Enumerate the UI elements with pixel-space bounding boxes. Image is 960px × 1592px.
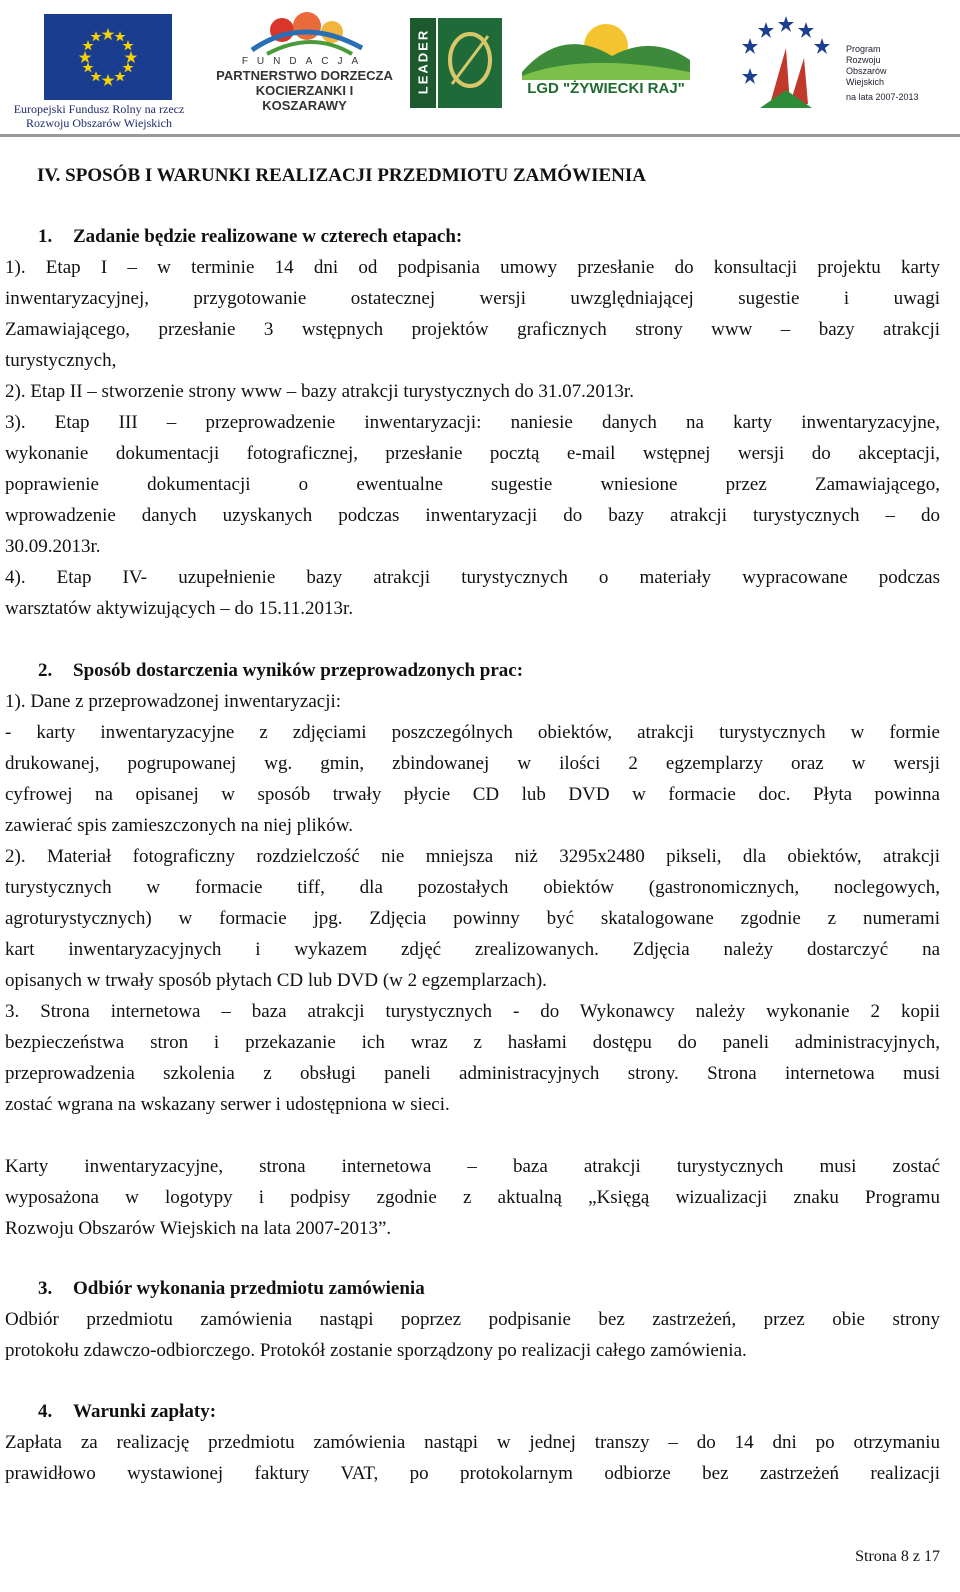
- heading-1: [5, 221, 940, 252]
- fundacja-name-line2: KOCIERZANKI I KOSZARAWY: [255, 83, 354, 113]
- paragraph-line: Zapłata za realizację przedmiotu zamówienia nastąpi w jednej transzy – do 14 dni po otrzymaniu: [5, 1432, 940, 1453]
- paragraph-line: 3). Etap III – przeprowadzenie inwentaryzacji: naniesie danych na karty inwentaryzacyjne,: [5, 412, 940, 433]
- paragraph-line: protokołu zdawczo-odbiorczego. Protokół zostanie sporządzony po realizacji całego zamówienia.: [5, 1340, 747, 1361]
- heading-2-number: 2.: [38, 660, 53, 681]
- paragraph-line: wykonanie dokumentacji fotograficznej, przesłanie pocztą e-mail wstępnej wersji do akceptacji,: [5, 443, 940, 464]
- paragraph-line: prawidłowo wystawionej faktury VAT, po protokolarnym odbiorze bez zastrzeżeń realizacji: [5, 1463, 940, 1484]
- prow-years: na lata 2007-2013: [846, 92, 919, 102]
- paragraph-line: 4). Etap IV- uzupełnienie bazy atrakcji turystycznych o materiały wypracowane podczas: [5, 567, 940, 588]
- eu-caption-line1: Europejski Fundusz Rolny na rzecz: [13, 102, 185, 116]
- lgd-zywiecki-raj-logo: [522, 16, 690, 108]
- paragraph-line: zostać wgrana na wskazany serwer i udostępniona w sieci.: [5, 1094, 450, 1115]
- fundacja-name-line1: PARTNERSTWO DORZECZA: [216, 68, 393, 83]
- mountains-icon: [522, 16, 690, 80]
- paragraph-line: 2). Materiał fotograficzny rozdzielczość nie mniejsza niż 3295x2480 pikseli, dla obiektów, atrakcji: [5, 846, 940, 867]
- heading-4: [5, 1396, 940, 1427]
- heading-4-number: 4.: [38, 1401, 53, 1422]
- prow-line4: Wiejskich: [846, 77, 885, 87]
- heading-3-number: 3.: [38, 1278, 53, 1299]
- prow-emblem-icon: [730, 8, 842, 118]
- paragraph-line: drukowanej, pogrupowanej wg. gmin, zbindowanej w ilości 2 egzemplarzy oraz w wersji: [5, 753, 940, 774]
- leader-logo: [410, 18, 502, 108]
- paragraph-line: agroturystycznych) w formacie jpg. Zdjęcia powinny być skatalogowane zgodnie z numerami: [5, 908, 940, 929]
- paragraph-line: Karty inwentaryzacyjne, strona internetowa – baza atrakcji turystycznych musi zostać: [5, 1156, 940, 1177]
- heading-3: [5, 1273, 940, 1304]
- heading-2: [5, 655, 940, 686]
- paragraph-line: Rozwoju Obszarów Wiejskich na lata 2007-2013”.: [5, 1218, 392, 1239]
- paragraph-line: opisanych w trwały sposób płytach CD lub DVD (w 2 egzemplarzach).: [5, 970, 547, 991]
- paragraph-line: zawierać spis zamieszczonych na niej plików.: [5, 815, 354, 836]
- paragraph-line: wprowadzenie danych uzyskanych podczas inwentaryzacji do bazy atrakcji turystycznych – do: [5, 505, 940, 526]
- eu-logo: [8, 10, 190, 132]
- paragraph-line: warsztatów aktywizujących – do 15.11.2013r.: [5, 598, 354, 619]
- fundacja-emblem-icon: [212, 10, 397, 58]
- heading-1-text: Zadanie będzie realizowane w czterech etapach:: [73, 226, 463, 247]
- leader-bar: [410, 18, 436, 108]
- paragraph-line: 2). Etap II – stworzenie strony www – bazy atrakcji turystycznych do 31.07.2013r.: [5, 381, 634, 402]
- lgd-label: LGD "ŻYWIECKI RAJ": [527, 80, 685, 97]
- eu-flag-icon: [44, 14, 172, 100]
- paragraph-line: 1). Dane z przeprowadzonej inwentaryzacji:: [5, 691, 342, 712]
- logo-header: [0, 0, 960, 137]
- paragraph-line: - karty inwentaryzacyjne z zdjęciami poszczególnych obiektów, atrakcji turystycznych w formie: [5, 722, 940, 743]
- heading-3-text: Odbiór wykonania przedmiotu zamówienia: [73, 1278, 425, 1299]
- paragraph-line: cyfrowej na opisanej w sposób trwały płycie CD lub DVD w formacie doc. Płyta powinna: [5, 784, 940, 805]
- leaf-icon: [438, 18, 502, 108]
- leader-emblem: [438, 18, 502, 108]
- prow-line2: Rozwoju: [846, 55, 881, 65]
- paragraph-line: Odbiór przedmiotu zamówienia nastąpi poprzez podpisanie bez zastrzeżeń, przez obie strony: [5, 1309, 940, 1330]
- eu-caption: [8, 102, 190, 130]
- paragraph-line: turystycznych,: [5, 350, 117, 371]
- prow-line1: Program: [846, 44, 881, 54]
- fundacja-small-label: FUNDACJA: [241, 56, 368, 67]
- paragraph-line: Zamawiającego, przesłanie 3 wstępnych projektów graficznych strony www – bazy atrakcji: [5, 319, 940, 340]
- paragraph-line: 30.09.2013r.: [5, 536, 101, 557]
- paragraph-line: kart inwentaryzacyjnych i wykazem zdjęć zrealizowanych. Zdjęcia należy dostarczyć na: [5, 939, 940, 960]
- heading-4-text: Warunki zapłaty:: [73, 1401, 217, 1422]
- page-number: Strona 8 z 17: [855, 1548, 940, 1565]
- prow-line3: Obszarów: [846, 66, 887, 76]
- paragraph-line: poprawienie dokumentacji o ewentualne sugestie wniesione przez Zamawiającego,: [5, 474, 940, 495]
- heading-1-number: 1.: [38, 226, 53, 247]
- header-divider: [0, 134, 960, 137]
- prow-logo: [730, 8, 958, 118]
- heading-2-text: Sposób dostarczenia wyników przeprowadzonych prac:: [73, 660, 524, 681]
- paragraph-line: bezpieczeństwa stron i przekazanie ich wraz z hasłami dostępu do paneli administracyjnych,: [5, 1032, 940, 1053]
- paragraph-line: 3. Strona internetowa – baza atrakcji turystycznych - do Wykonawcy należy wykonanie 2 kopii: [5, 1001, 940, 1022]
- section-title: IV. SPOSÓB I WARUNKI REALIZACJI PRZEDMIOTU ZAMÓWIENIA: [37, 165, 646, 186]
- fundacja-caption: [212, 56, 397, 113]
- paragraph-line: turystycznych w formacie tiff, dla pozostałych obiektów (gastronomicznych, noclegowych,: [5, 877, 940, 898]
- leader-label: LEADER: [415, 28, 431, 95]
- eu-caption-line2: Rozwoju Obszarów Wiejskich: [26, 116, 172, 130]
- fundacja-logo: [212, 10, 397, 113]
- paragraph-line: inwentaryzacyjnej, przygotowanie ostatecznej wersji uwzględniającej sugestie i uwagi: [5, 288, 940, 309]
- paragraph-line: przeprowadzenia szkolenia z obsługi paneli administracyjnych strony. Strona internetowa musi: [5, 1063, 940, 1084]
- prow-name: [846, 44, 956, 88]
- paragraph-line: wyposażona w logotypy i podpisy zgodnie z aktualną „Księgą wizualizacji znaku Programu: [5, 1187, 940, 1208]
- paragraph-line: 1). Etap I – w terminie 14 dni od podpisania umowy przesłanie do konsultacji projektu karty: [5, 257, 940, 278]
